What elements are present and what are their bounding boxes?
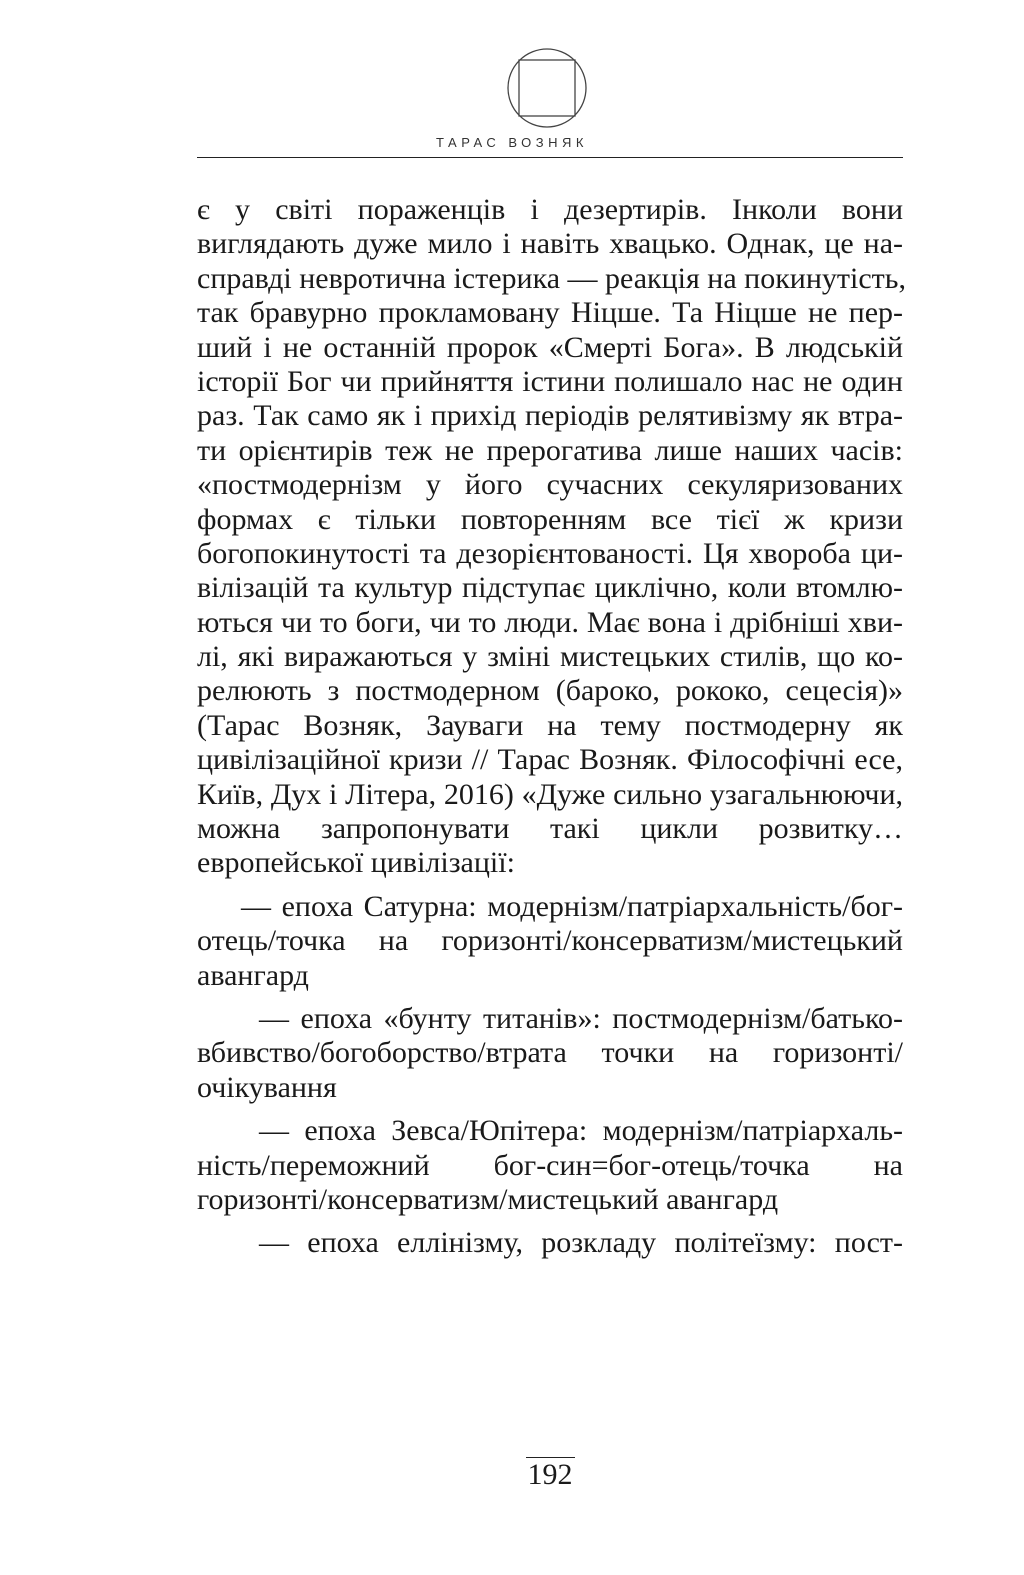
list-item-line: — епоха Сатурна: модернізм/патріархальність/бог- [241,889,903,923]
list-item-line: горизонті/консерватизм/мистецький авангард [197,1182,779,1216]
text-line: справді невротична істерика — реакція на покинутість, [197,261,906,295]
running-head-author: ТАРАС ВОЗНЯК [436,135,588,150]
text-line: лі, які виражаються у зміні мистецьких стилів, що ко- [197,640,903,674]
text-line: релюють з постмодерном (бароко, рококо, сецесія)» [197,674,903,708]
text-line: цивілізаційної кризи // Тарас Возняк. Філософічні есе, [197,743,903,777]
body-text [197,193,906,1261]
text-line: ти орієнтирів теж не прерогатива лише наших часів: [197,433,903,467]
header-rule [197,157,903,158]
text-line: виглядають дуже мило і навіть хвацько. Однак, це на- [197,227,903,261]
text-line: так бравурно прокламовану Ніцше. Та Ніцше не пер- [197,296,903,330]
text-line: ються чи то боги, чи то люди. Має вона і дрібніші хви- [197,605,903,639]
text-line: (Тарас Возняк, Зауваги на тему постмодерну як [197,708,903,742]
list-item-line: — епоха «бунту титанів»: постмодернізм/батько- [259,1001,903,1035]
text-line: ший і не останній пророк «Смерті Бога». В людській [197,330,903,364]
author-emblem-icon [506,47,588,129]
text-line: можна запропонувати такі цикли розвитку… [197,812,903,846]
text-line: вілізацій та культур підступає циклічно, коли втомлю- [197,571,903,605]
text-line: «постмодернізм у його сучасних секуляризованих [197,468,903,502]
list-item-line: — епоха еллінізму, розкладу політеїзму: пост- [259,1226,903,1260]
list-item-line: ність/переможний бог-син=бог-отець/точка на [197,1148,903,1182]
text-line: є у світі пораженців і дезертирів. Інколи вони [197,193,903,226]
list-item-line: — епоха Зевса/Юпітера: модернізм/патріархаль- [259,1114,903,1148]
list-item-line: вбивство/богоборство/втрата точки на горизонті/ [197,1036,903,1070]
text-line: богопокинутості та дезорієнтованості. Ця хвороба ци- [197,536,903,570]
text-line: історії Бог чи прийняття істини полишало нас не один [197,364,903,398]
text-line: европейської цивілізації: [197,846,515,880]
text-line: Київ, Дух і Літера, 2016) «Дуже сильно узагальнюючи, [197,777,903,811]
page-number-container [0,1457,1024,1492]
page-number: 192 [527,1458,573,1491]
list-item-line: авангард [197,958,309,992]
list-item-line: очікування [197,1070,337,1104]
text-line: раз. Так само як і прихід періодів релятивізму як втра- [197,399,903,433]
text-line: формах є тільки повторенням все тієї ж кризи [197,502,903,536]
list-item-line: отець/точка на горизонті/консерватизм/мистецький [197,924,903,958]
